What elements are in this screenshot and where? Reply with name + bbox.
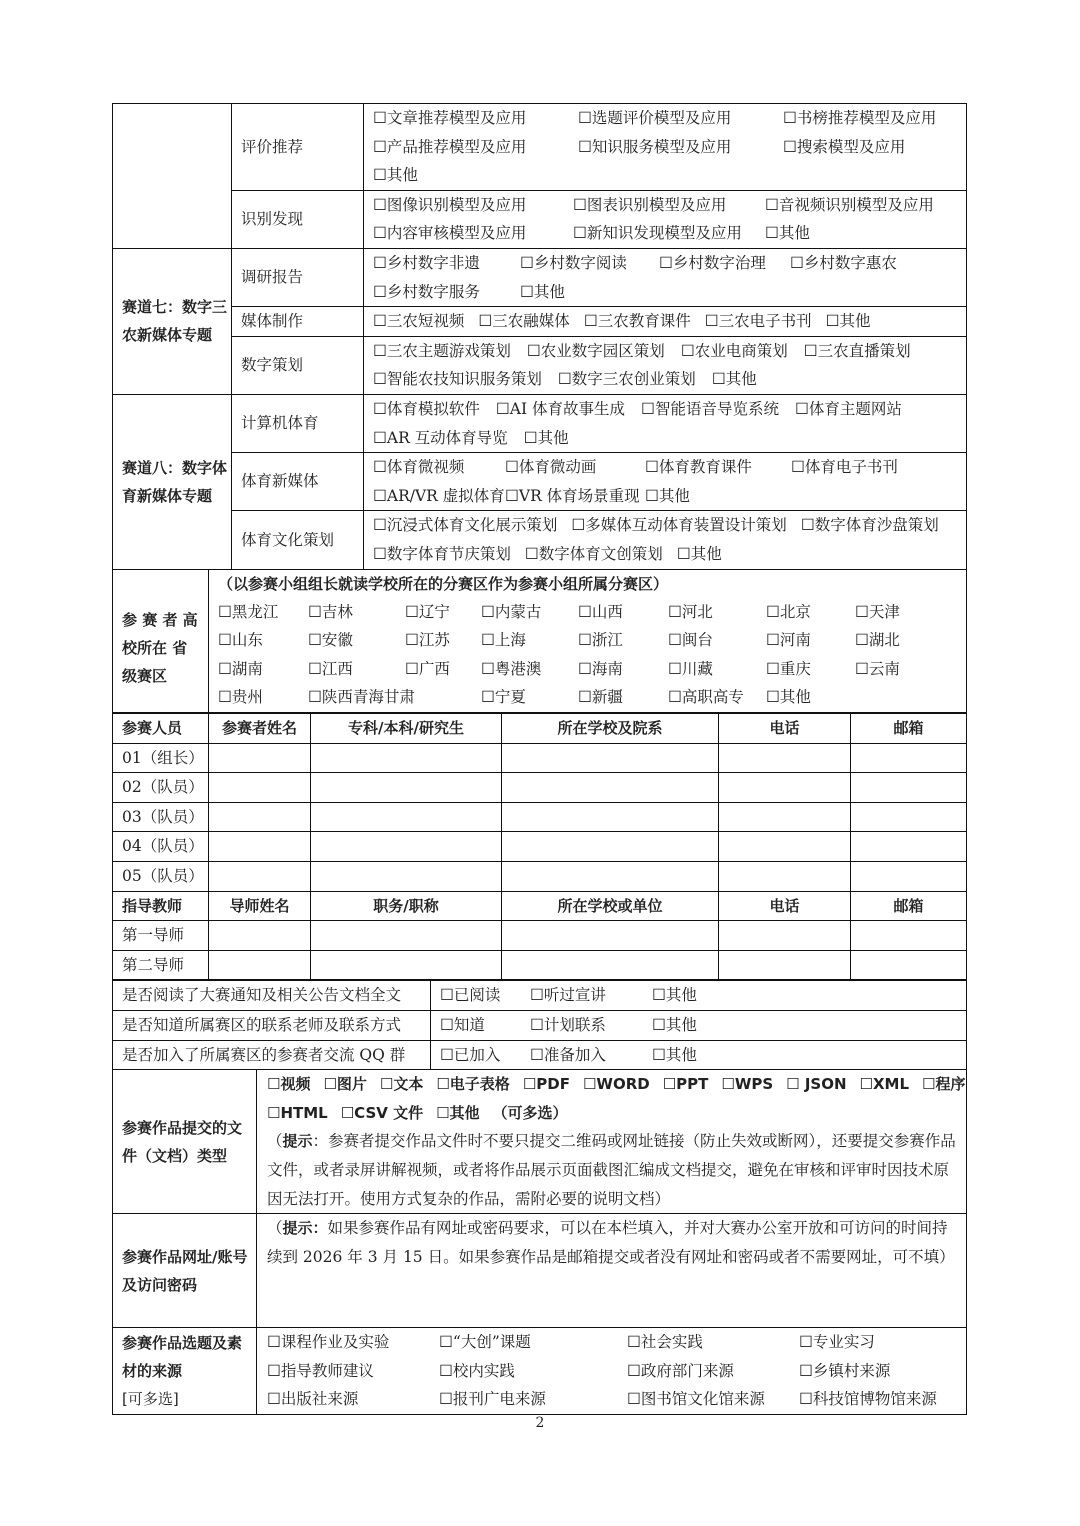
- input-cell[interactable]: [502, 802, 719, 832]
- checkbox-group: [373, 307, 966, 336]
- checkbox-option[interactable]: ☐贵州: [218, 688, 263, 707]
- tip-text: 如果参赛作品有网址或密码要求，可以在本栏填入，并对大赛办公室开放和可访问的时间持续到 2026 年 3 月 15 日。如果参赛作品是邮箱提交或者没有网址和密码或者不需要网址，可不填）: [267, 1219, 955, 1266]
- checkbox-option[interactable]: ☐“大创”课题: [439, 1333, 531, 1352]
- checkbox-option[interactable]: ☐天津: [855, 602, 900, 621]
- checkbox-option[interactable]: ☐AR 互动体育导览: [373, 428, 508, 447]
- page-number: 2: [535, 1415, 545, 1431]
- column-header: 所在学校及院系: [502, 714, 719, 744]
- input-cell[interactable]: [209, 773, 311, 803]
- checkbox-option[interactable]: ☐校内实践: [439, 1361, 515, 1380]
- checkbox-option[interactable]: ☐文章推荐模型及应用: [373, 109, 527, 127]
- checkbox-option[interactable]: ☐CSV 文件: [340, 1103, 424, 1122]
- checkbox-option[interactable]: ☐其他: [825, 312, 871, 331]
- checkbox-option[interactable]: ☐其他: [652, 1015, 697, 1034]
- checkbox-option[interactable]: ☐报刊广电来源: [439, 1390, 546, 1409]
- checkbox-option[interactable]: ☐其他: [652, 1045, 697, 1064]
- checkbox-option[interactable]: ☐体育主题网站: [794, 399, 902, 418]
- checkbox-option[interactable]: ☐准备加入: [530, 1045, 606, 1064]
- input-cell[interactable]: [502, 950, 719, 980]
- input-cell[interactable]: [502, 861, 719, 891]
- checkbox-option[interactable]: ☐江西: [308, 659, 353, 678]
- input-cell[interactable]: [719, 861, 851, 891]
- checkbox-option[interactable]: ☐XML: [859, 1075, 910, 1094]
- checkbox-option[interactable]: ☐其他: [652, 986, 697, 1005]
- checkbox-option[interactable]: ☐其他: [523, 428, 569, 447]
- submission-table: [112, 1070, 967, 1415]
- checkbox-option[interactable]: ☐其他: [676, 544, 722, 563]
- checkbox-option[interactable]: ☐图像识别模型及应用: [373, 195, 527, 214]
- question-label: 是否知道所属赛区的联系老师及联系方式: [113, 1010, 431, 1040]
- tip-label: 提示: [282, 1132, 313, 1151]
- checkbox-option[interactable]: ☐乡村数字惠农: [790, 253, 897, 272]
- option-note: （可多选）: [492, 1103, 568, 1122]
- row-label: 03（队员）: [113, 802, 209, 832]
- tip-label: 提示：: [282, 1219, 328, 1238]
- checkbox-option[interactable]: ☐高职高专: [668, 688, 744, 707]
- checkbox-option[interactable]: ☐PPT: [662, 1075, 709, 1094]
- column-header: 指导教师: [113, 891, 209, 921]
- column-header: 邮箱: [851, 714, 967, 744]
- row-label: 05（队员）: [113, 861, 209, 891]
- file-types-label: 参赛作品提交的文件（文档）类型: [113, 1070, 257, 1213]
- checkbox-option[interactable]: ☐体育教育课件: [645, 458, 752, 477]
- checkbox-option[interactable]: ☐广西: [405, 659, 450, 678]
- checkbox-option[interactable]: ☐已阅读: [440, 986, 501, 1005]
- checkbox-option[interactable]: ☐听过宣讲: [530, 986, 606, 1005]
- subcategory-label: 评价推荐: [232, 104, 364, 191]
- checkbox-group: [373, 511, 966, 568]
- checkbox-option[interactable]: ☐数字体育节庆策划: [373, 544, 511, 563]
- checkbox-option[interactable]: ☐图片: [323, 1075, 367, 1094]
- checkbox-option[interactable]: ☐数字体育文创策划: [524, 544, 663, 563]
- url-tip[interactable]: （提示：如果参赛作品有网址或密码要求，可以在本栏填入，并对大赛办公室开放和可访问的时间持续到 2026 年 3 月 15 日。如果参赛作品是邮箱提交或者没有网址和密码或者不需要网址，可不填）: [267, 1219, 955, 1266]
- checkbox-option[interactable]: ☐内容审核模型及应用: [373, 224, 527, 243]
- track-title: 赛道七：数字三农新媒体专题: [113, 248, 232, 394]
- checkbox-option[interactable]: ☐其他: [711, 370, 757, 389]
- checkbox-option[interactable]: ☐VR 体育场景重现: [505, 486, 640, 505]
- column-header: 电话: [719, 714, 851, 744]
- input-cell[interactable]: [311, 743, 502, 773]
- checkbox-option[interactable]: ☐上海: [481, 631, 526, 650]
- subcategory-label: 体育新媒体: [232, 453, 364, 511]
- participants-table: [112, 713, 967, 980]
- checkbox-option[interactable]: ☐辽宁: [405, 602, 450, 621]
- checkbox-option[interactable]: ☐智能农技知识服务策划: [373, 370, 542, 389]
- input-cell[interactable]: [209, 832, 311, 862]
- checkbox-option[interactable]: ☐WPS: [721, 1075, 774, 1094]
- input-cell[interactable]: [311, 921, 502, 951]
- checkbox-option[interactable]: ☐图书馆文化馆来源: [627, 1390, 765, 1409]
- checkbox-option[interactable]: ☐三农直播策划: [803, 341, 911, 360]
- tip-text: ：参赛者提交作品文件时不要只提交二维码或网址链接（防止失效或断网），还要提交参赛作品文件，或者录屏讲解视频，或者将作品展示页面截图汇编成文档提交，避免在审核和评审时因技术原因无法打开。使用方式复杂的作品，需附必要的说明文档）: [267, 1132, 956, 1208]
- checkbox-option[interactable]: ☐乡村数字非遗: [373, 253, 480, 272]
- checkbox-option[interactable]: ☐其他: [373, 166, 418, 185]
- checkbox-option[interactable]: ☐山东: [218, 631, 263, 650]
- checkbox-group: [373, 104, 966, 190]
- subcategory-label: 体育文化策划: [232, 511, 364, 569]
- track-title: 赛道八：数字体育新媒体专题: [113, 394, 232, 569]
- checkbox-option[interactable]: ☐政府部门来源: [627, 1361, 734, 1380]
- checkbox-group: [218, 598, 966, 712]
- input-cell[interactable]: [851, 802, 967, 832]
- track-table: [112, 103, 967, 570]
- checkbox-option[interactable]: ☐音视频识别模型及应用: [765, 195, 934, 214]
- checkbox-option[interactable]: ☐科技馆博物馆来源: [799, 1390, 937, 1409]
- checkbox-option[interactable]: ☐其他: [436, 1103, 480, 1122]
- checkbox-option[interactable]: ☐内蒙古: [481, 602, 542, 621]
- input-cell[interactable]: [851, 773, 967, 803]
- input-cell[interactable]: [311, 802, 502, 832]
- registration-form: [112, 103, 967, 1415]
- checkbox-option[interactable]: ☐多媒体互动体育装置设计策划: [571, 516, 787, 535]
- input-cell[interactable]: [719, 832, 851, 862]
- input-cell[interactable]: [209, 743, 311, 773]
- question-label: 是否加入了所属赛区的参赛者交流 QQ 群: [113, 1040, 431, 1070]
- checkbox-group: [267, 1070, 966, 1127]
- checkbox-option[interactable]: ☐产品推荐模型及应用: [373, 137, 527, 156]
- checkbox-option[interactable]: ☐知道: [440, 1015, 485, 1034]
- checkbox-option[interactable]: ☐选题评价模型及应用: [578, 109, 732, 127]
- checkbox-option[interactable]: ☐课程作业及实验: [267, 1333, 390, 1352]
- checkbox-option[interactable]: ☐乡村数字阅读: [520, 253, 627, 272]
- checkbox-option[interactable]: ☐知识服务模型及应用: [578, 137, 732, 156]
- input-cell[interactable]: [502, 773, 719, 803]
- subcategory-label: 数字策划: [232, 336, 364, 394]
- file-types-tip: （提示：参赛者提交作品文件时不要只提交二维码或网址链接（防止失效或断网），还要提交参赛作品文件，或者录屏讲解视频，或者将作品展示页面截图汇编成文档提交，避免在审核和评审时因技术原因无法打开。使用方式复杂的作品，需附必要的说明文档）: [267, 1132, 956, 1208]
- input-cell[interactable]: [719, 802, 851, 832]
- checkbox-option[interactable]: ☐其他: [520, 282, 565, 301]
- row-label: 04（队员）: [113, 832, 209, 862]
- checkbox-option[interactable]: ☐宁夏: [481, 688, 526, 707]
- checkbox-option[interactable]: ☐体育微视频: [373, 458, 465, 477]
- checkbox-option[interactable]: ☐数字体育沙盘策划: [800, 516, 939, 535]
- checkbox-option[interactable]: ☐图表识别模型及应用: [573, 195, 727, 214]
- input-cell[interactable]: [209, 802, 311, 832]
- input-cell[interactable]: [502, 743, 719, 773]
- checkbox-option[interactable]: ☐粤港澳: [481, 659, 542, 678]
- checkbox-option[interactable]: ☐云南: [855, 659, 900, 678]
- checkbox-option[interactable]: ☐程序: [922, 1075, 966, 1094]
- checkbox-option[interactable]: ☐北京: [766, 602, 811, 621]
- checkbox-option[interactable]: ☐书榜推荐模型及应用: [783, 109, 937, 127]
- checkbox-option[interactable]: ☐沉浸式体育文化展示策划: [373, 516, 558, 535]
- checkbox-option[interactable]: ☐其他: [765, 224, 810, 243]
- checkbox-option[interactable]: ☐ JSON: [786, 1075, 847, 1094]
- checkbox-option[interactable]: ☐湖北: [855, 631, 900, 650]
- checkbox-option[interactable]: ☐AR/VR 虚拟体育: [373, 486, 505, 505]
- source-label-text: 参赛作品选题及素材的来源: [122, 1333, 243, 1380]
- input-cell[interactable]: [719, 921, 851, 951]
- input-cell[interactable]: [311, 861, 502, 891]
- input-cell[interactable]: [502, 832, 719, 862]
- checkbox-option[interactable]: ☐出版社来源: [267, 1390, 359, 1409]
- input-cell[interactable]: [851, 950, 967, 980]
- row-label: 第一导师: [113, 921, 209, 951]
- checkbox-option[interactable]: ☐三农教育课件: [583, 312, 691, 331]
- checkbox-option[interactable]: ☐三农电子书刊: [704, 312, 812, 331]
- checkbox-option[interactable]: ☐已加入: [440, 1045, 501, 1064]
- checkbox-option[interactable]: ☐闽台: [668, 631, 713, 650]
- input-cell[interactable]: [851, 861, 967, 891]
- column-header: 职务/职称: [311, 891, 502, 921]
- checkbox-option[interactable]: ☐计划联系: [530, 1015, 606, 1034]
- checkbox-option[interactable]: ☐乡镇村来源: [799, 1361, 891, 1380]
- checkbox-option[interactable]: ☐专业实习: [799, 1333, 875, 1352]
- checkbox-option[interactable]: ☐体育模拟软件: [373, 399, 480, 418]
- checkbox-group: [373, 395, 966, 452]
- source-label: [113, 1328, 257, 1415]
- checkbox-option[interactable]: ☐乡村数字治理: [659, 253, 766, 272]
- input-cell[interactable]: [311, 773, 502, 803]
- checkbox-option[interactable]: ☐电子表格: [436, 1075, 510, 1094]
- checkbox-option[interactable]: ☐WORD: [582, 1075, 650, 1094]
- url-label: 参赛作品网址/账号及访问密码: [113, 1214, 257, 1328]
- column-header: 专科/本科/研究生: [311, 714, 502, 744]
- checkbox-option[interactable]: ☐浙江: [578, 631, 623, 650]
- input-cell[interactable]: [719, 773, 851, 803]
- row-label: 02（队员）: [113, 773, 209, 803]
- questions-table: [112, 980, 967, 1070]
- checkbox-option[interactable]: ☐体育微动画: [505, 458, 597, 477]
- checkbox-option[interactable]: ☐社会实践: [627, 1333, 703, 1352]
- question-label: 是否阅读了大赛通知及相关公告文档全文: [113, 981, 431, 1011]
- checkbox-option[interactable]: ☐PDF: [522, 1075, 570, 1094]
- checkbox-option[interactable]: ☐三农融媒体: [478, 312, 570, 331]
- column-header: 邮箱: [851, 891, 967, 921]
- checkbox-group: [373, 249, 966, 306]
- subcategory-label: 媒体制作: [232, 307, 364, 337]
- checkbox-option[interactable]: ☐其他: [645, 486, 690, 505]
- checkbox-option[interactable]: ☐体育电子书刊: [791, 458, 898, 477]
- checkbox-group: [440, 981, 966, 1010]
- checkbox-option[interactable]: ☐指导教师建议: [267, 1361, 374, 1380]
- checkbox-option[interactable]: ☐吉林: [308, 602, 353, 621]
- checkbox-option[interactable]: ☐重庆: [766, 659, 811, 678]
- checkbox-option[interactable]: ☐河南: [766, 631, 811, 650]
- checkbox-group: [373, 453, 966, 510]
- checkbox-group: [373, 337, 966, 394]
- checkbox-option[interactable]: ☐智能语音导览系统: [641, 399, 779, 418]
- checkbox-option[interactable]: ☐农业电商策划: [680, 341, 788, 360]
- checkbox-group: [440, 1041, 966, 1070]
- source-multi-note: [可多选]: [122, 1389, 179, 1408]
- checkbox-option[interactable]: ☐海南: [578, 659, 623, 678]
- checkbox-option[interactable]: ☐AI 体育故事生成: [495, 399, 626, 418]
- checkbox-option[interactable]: ☐陕西青海甘肃: [308, 688, 415, 707]
- row-label: 01（组长）: [113, 743, 209, 773]
- input-cell[interactable]: [851, 743, 967, 773]
- checkbox-option[interactable]: ☐三农主题游戏策划: [373, 341, 511, 360]
- column-header: 参赛者姓名: [209, 714, 311, 744]
- checkbox-option[interactable]: ☐文本: [379, 1075, 424, 1094]
- input-cell[interactable]: [311, 950, 502, 980]
- region-note: （以参赛小组组长就读学校所在的分赛区作为参赛小组所属分赛区）: [218, 574, 669, 593]
- checkbox-option[interactable]: ☐搜索模型及应用: [783, 137, 906, 156]
- checkbox-option[interactable]: ☐河北: [668, 602, 713, 621]
- subcategory-label: 识别发现: [232, 190, 364, 248]
- input-cell[interactable]: [719, 743, 851, 773]
- input-cell[interactable]: [209, 921, 311, 951]
- column-header: 参赛人员: [113, 714, 209, 744]
- input-cell[interactable]: [502, 921, 719, 951]
- row-label: 第二导师: [113, 950, 209, 980]
- input-cell[interactable]: [851, 921, 967, 951]
- checkbox-option[interactable]: ☐川藏: [668, 659, 713, 678]
- checkbox-option[interactable]: ☐HTML: [267, 1103, 328, 1122]
- checkbox-option[interactable]: ☐其他: [766, 688, 811, 707]
- region-label: 参 赛 者 高校所在 省级赛区: [113, 570, 209, 713]
- checkbox-option[interactable]: ☐农业数字园区策划: [526, 341, 665, 360]
- column-header: 所在学校或单位: [502, 891, 719, 921]
- checkbox-option[interactable]: ☐安徽: [308, 631, 353, 650]
- checkbox-option[interactable]: ☐湖南: [218, 659, 263, 678]
- region-table: [112, 570, 967, 714]
- checkbox-option[interactable]: ☐江苏: [405, 631, 450, 650]
- checkbox-option[interactable]: ☐黑龙江: [218, 602, 279, 621]
- checkbox-option[interactable]: ☐新疆: [578, 688, 623, 707]
- checkbox-option[interactable]: ☐新知识发现模型及应用: [573, 224, 742, 243]
- checkbox-option[interactable]: ☐视频: [267, 1075, 311, 1094]
- checkbox-group: [373, 191, 966, 248]
- input-cell[interactable]: [851, 832, 967, 862]
- track-title: [113, 104, 232, 249]
- subcategory-label: 调研报告: [232, 248, 364, 306]
- input-cell[interactable]: [209, 950, 311, 980]
- column-header: 导师姓名: [209, 891, 311, 921]
- checkbox-option[interactable]: ☐三农短视频: [373, 312, 465, 331]
- checkbox-option[interactable]: ☐数字三农创业策划: [557, 370, 696, 389]
- checkbox-group: [267, 1328, 966, 1414]
- input-cell[interactable]: [719, 950, 851, 980]
- input-cell[interactable]: [209, 861, 311, 891]
- checkbox-option[interactable]: ☐山西: [578, 602, 623, 621]
- subcategory-label: 计算机体育: [232, 394, 364, 452]
- checkbox-group: [440, 1011, 966, 1040]
- checkbox-option[interactable]: ☐乡村数字服务: [373, 282, 480, 301]
- input-cell[interactable]: [311, 832, 502, 862]
- column-header: 电话: [719, 891, 851, 921]
